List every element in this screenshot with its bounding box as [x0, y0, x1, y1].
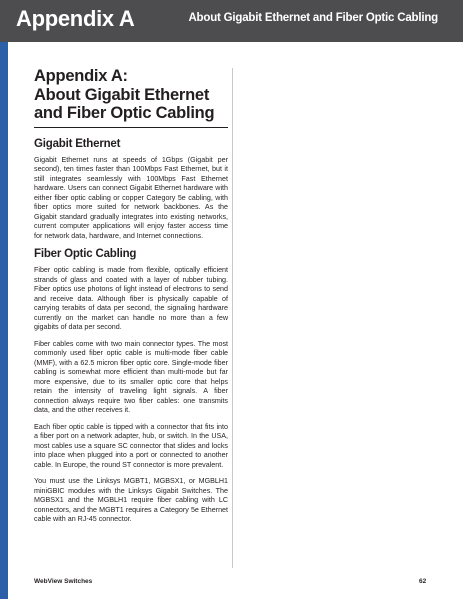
page-title-line-3: and Fiber Optic Cabling — [34, 104, 215, 122]
section-heading-gigabit-ethernet: Gigabit Ethernet — [34, 137, 121, 150]
paragraph-fiber-intro: Fiber optic cabling is made from flexible, optically efficient strands of glass and coated with a layer of rubber tubing. Fiber optics use photons of light instead of electrons to send and receive data. Although fiber is physically capable of carrying terabits of data per second, the signaling hardware currently on the market can handle no more than a few gigabits of data per second. — [34, 266, 228, 331]
footer-page-number: 62 — [419, 578, 427, 585]
footer-product-name: WebView Switches — [34, 578, 93, 585]
section-heading-fiber-optic-cabling: Fiber Optic Cabling — [34, 248, 137, 260]
main-column — [34, 67, 228, 532]
page-title-line-1: Appendix A: — [34, 67, 128, 85]
page-title-line-2: About Gigabit Ethernet — [34, 85, 210, 104]
title-underline — [34, 127, 228, 128]
header-chapter-label: Appendix A — [16, 6, 135, 31]
paragraph-gigabit-ethernet: Gigabit Ethernet runs at speeds of 1Gbps (Gigabit per second), ten times faster than 100Mbps Fast Ethernet, but it still integrates seamlessly with 100Mbps Fast Ethernet hardware. Users can connect Gigabit Ethernet hardware with either fiber optic cabling or copper Category 5e cabling, with fiber optics more suited for network backbones. As the Gigabit standard gradually integrates into existing networks, current computer applications will enjoy faster access time for network data, hardware, and Internet connections. — [34, 155, 228, 240]
header-chapter-title: About Gigabit Ethernet and Fiber Optic Cabling — [188, 12, 438, 24]
paragraph-fiber-connector-types: Fiber cables come with two main connector types. The most commonly used fiber optic cable is multi-mode fiber cable (MMF), with a 62.5 micron fiber optic core. Single-mode fiber cabling is somewhat more efficient than multi-mode but far more expensive, due to its smaller optic core that helps retain the intensity of traveling light signals. A fiber connection always require two fiber cables: one transmits data, and the other receives it. — [34, 339, 228, 414]
paragraph-fiber-connectors: Each fiber optic cable is tipped with a connector that fits into a fiber port on a network adapter, hub, or switch. In the USA, most cables use a square SC connector that slides and locks into place when plugged into a port or connected to another cable. In Europe, the round ST connector is more prevalent. — [34, 422, 228, 469]
page-header-bar — [0, 0, 463, 42]
page-title — [34, 67, 228, 123]
paragraph-minigbic-modules: You must use the Linksys MGBT1, MGBSX1, or MGBLH1 miniGBIC modules with the Linksys Gigabit Switches. The MGBSX1 and the MGBLH1 require fiber cabling with LC connectors, and the MGBT1 requires a Category 5e Ethernet cable with an RJ-45 connector. — [34, 477, 228, 523]
column-divider — [232, 68, 233, 568]
sidebar-accent-bar — [0, 42, 8, 599]
